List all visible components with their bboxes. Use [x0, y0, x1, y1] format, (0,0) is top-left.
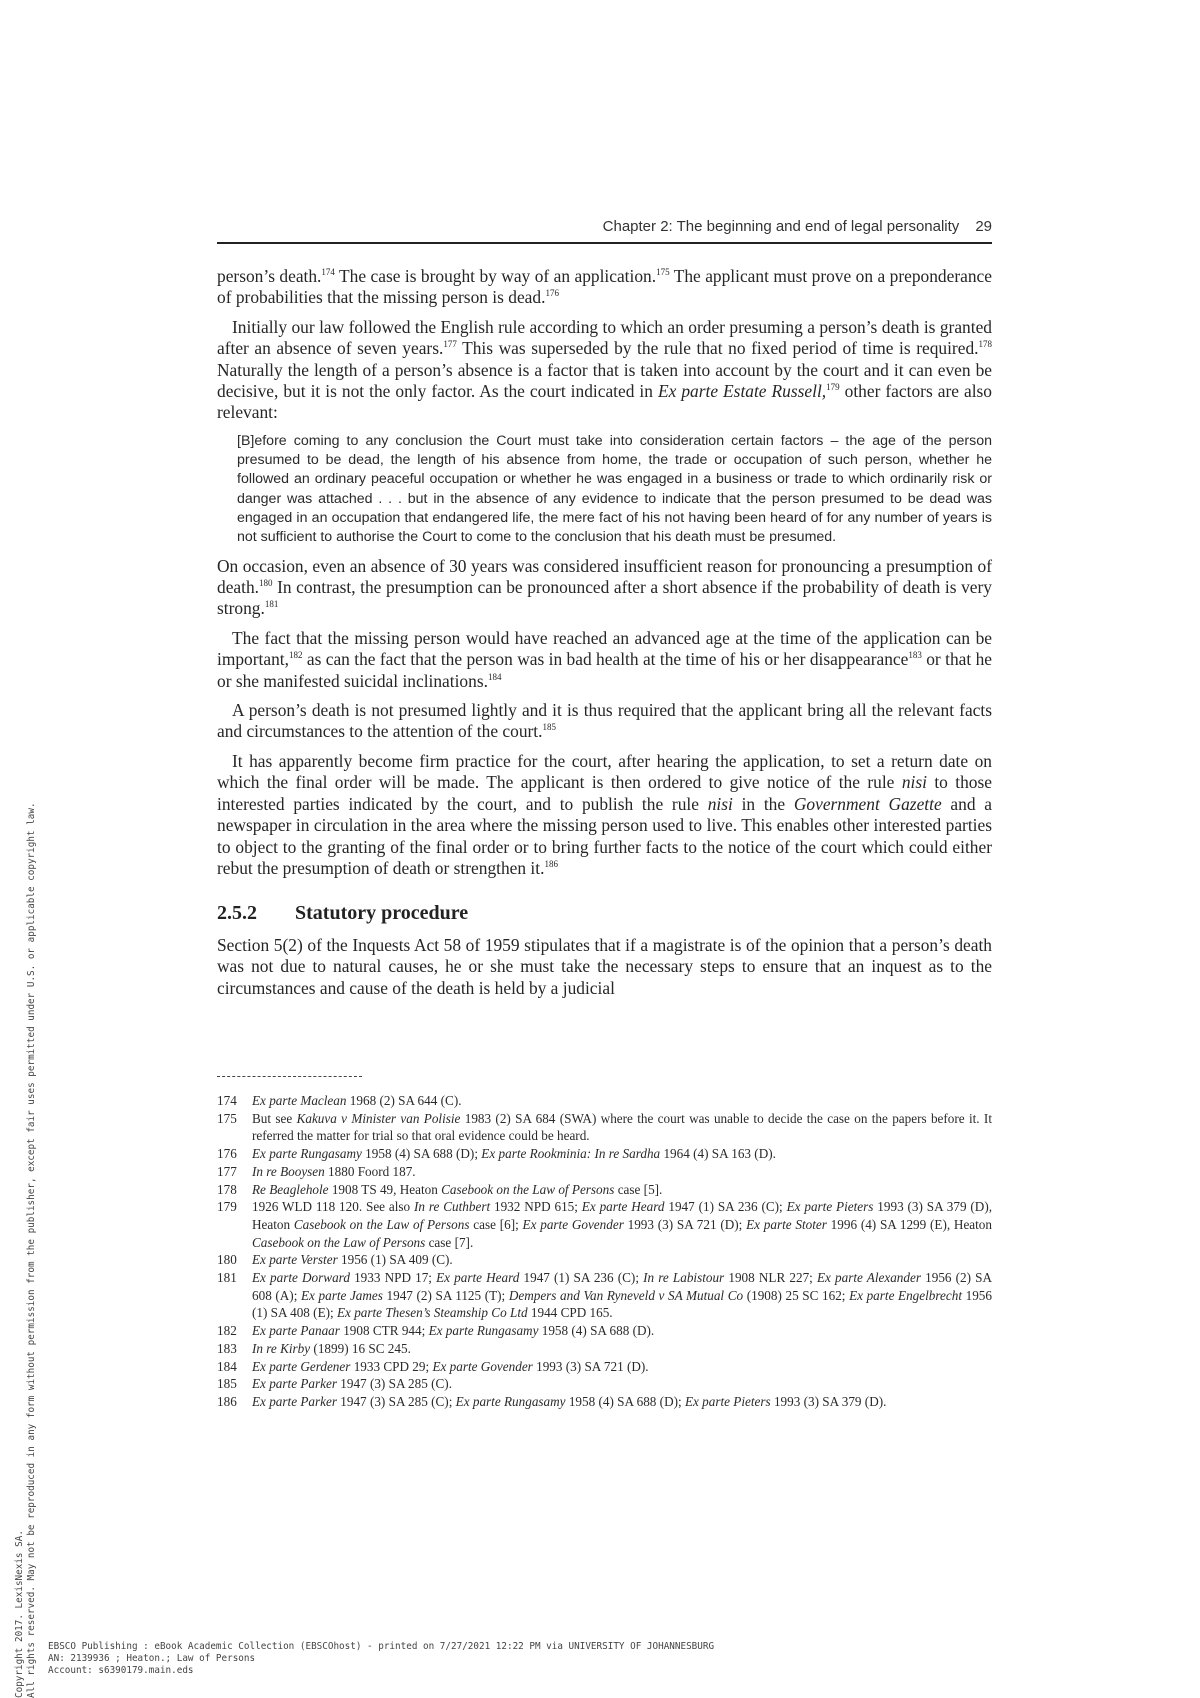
body-text — [217, 266, 992, 1007]
page-number: 29 — [975, 218, 992, 235]
footnote-ref: 179 — [826, 382, 840, 393]
footnote-number: 174 — [217, 1093, 237, 1108]
copyright-sidebar — [14, 802, 38, 1698]
footnote-number: 178 — [217, 1181, 237, 1197]
footnote-item: 181 Ex parte Dorward 1933 NPD 17; Ex parte Heard 1947 (1) SA 236 (C); In re Labistour 1908 NLR 227; Ex parte Alexander 1956 (2) SA 608 (A); Ex parte James 1947 (2) SA 1125 (T); Dempers and Van Ryneveld v SA Mutual Co (1908) 25 SC 162; Ex parte Engelbrecht 1956 (1) SA 408 (E); Ex parte Thesen’s Steamship Co Ltd 1944 CPD 165. — [217, 1270, 993, 1321]
footnote-item: 174 Ex parte Maclean 1968 (2) SA 644 (C). — [217, 1093, 462, 1108]
footer-line-1: EBSCO Publishing : eBook Academic Collection (EBSCOhost) - printed on 7/27/2021 12:22 PM via UNIVERSITY OF JOHANNESBURG — [48, 1641, 715, 1652]
footnote-item: 179 1926 WLD 118 120. See also In re Cuthbert 1932 NPD 615; Ex parte Heard 1947 (1) SA 236 (C); Ex parte Pieters 1993 (3) SA 379 (D), Heaton Casebook on the Law of Persons case [6]; Ex parte Govender 1993 (3) SA 721 (D); Ex parte Stoter 1996 (4) SA 1299 (E), Heaton Casebook on the Law of Persons case [7]. — [217, 1199, 993, 1250]
copyright-line-1: Copyright 2017. LexisNexis SA. — [14, 1530, 25, 1698]
paragraph-7: Section 5(2) of the Inquests Act 58 of 1959 stipulates that if a magistrate is of the opinion that a person’s death was not due to natural causes, he or she must take the necessary steps to ensure that an inquest as to the circumstances and cause of the death is held by a judicial — [217, 934, 992, 998]
footnote-item: 177 In re Booysen 1880 Foord 187. — [217, 1163, 416, 1179]
footnote-ref: 182 — [288, 650, 303, 661]
footnote-number: 176 — [217, 1146, 237, 1162]
footnote-item: 180 Ex parte Verster 1956 (1) SA 409 (C). — [217, 1252, 453, 1268]
footnote-ref: 184 — [487, 671, 502, 682]
footnote-separator — [217, 1076, 362, 1077]
paragraph-6: It has apparently become firm practice for the court, after hearing the application, to set a return date on which the final order will be made. The applicant is then ordered to give notice of the rule nisi to those interested parties indicated by the court, and to publish the rule nisi in the Government Gazette and a newspaper in circulation in the area where the missing person used to live. This enables other interested parties to object to the granting of the final order or to bring further facts to the notice of the court which could either rebut the presumption of death or strengthen it.$^{186}$ — [217, 750, 992, 878]
footnote-item: 186 Ex parte Parker 1947 (3) SA 285 (C); Ex parte Rungasamy 1958 (4) SA 688 (D); Ex parte Pieters 1993 (3) SA 379 (D). — [217, 1393, 887, 1409]
footnote-number: 181 — [217, 1270, 237, 1286]
paragraph-5: A person’s death is not presumed lightly and it is thus required that the applicant bring all the relevant facts and circumstances to the attention of the court.$^{185}$ — [217, 700, 992, 742]
footnote-number: 180 — [217, 1252, 237, 1268]
footnote-number: 182 — [217, 1323, 237, 1339]
footnote-item: 182 Ex parte Panaar 1908 CTR 944; Ex parte Rungasamy 1958 (4) SA 688 (D). — [217, 1323, 655, 1339]
footnote-item: 175 But see Kakuva v Minister van Polisie 1983 (2) SA 684 (SWA) where the court was unable to decide the case on the papers before it. It referred the matter for trial so that oral evidence could be heard. — [217, 1110, 992, 1144]
footnote-number: 183 — [217, 1340, 237, 1356]
footnote-number: 179 — [217, 1199, 237, 1215]
footnote-item: 178 Re Beaglehole 1908 TS 49, Heaton Casebook on the Law of Persons case [5]. — [217, 1181, 663, 1197]
print-footer — [48, 1641, 714, 1677]
section-number: 2.5.2 — [217, 902, 257, 925]
footnote-ref: 178 — [978, 339, 992, 350]
footnote-item: 183 In re Kirby (1899) 16 SC 245. — [217, 1340, 411, 1356]
block-quote: [B]efore coming to any conclusion the Court must take into consideration certain factors – the age of the person presumed to be dead, the length of his absence from home, the trade or occupation of such person, whether he followed an ordinary peaceful occupation or whether he was engaged in a business or trade to which ordinarily risk or danger was attached . . . but in the absence of any evidence to indicate that the person presumed to be dead was engaged in an occupation that endangered life, the mere fact of his not having been heard of for any number of years is not sufficient to authorise the Court to come to the conclusion that his death must be presumed. — [237, 432, 992, 546]
footnote-ref: 186 — [544, 858, 558, 869]
footnote-item: 176 Ex parte Rungasamy 1958 (4) SA 688 (D); Ex parte Rookminia: In re Sardha 1964 (4) SA 163 (D). — [217, 1146, 776, 1162]
paragraph-2: Initially our law followed the English rule according to which an order presuming a person’s death is granted after an absence of seven years.$^{177}$ This was superseded by the rule that no fixed period of time is required.$^{178}$ Naturally the length of a person’s absence is a factor that is taken into account by the court and it can even be decisive, but it is not the only factor. As the court indicated in Ex parte Estate Russell,$^{179}$ other factors are also relevant: — [217, 316, 992, 423]
footnote-number: 177 — [217, 1163, 237, 1179]
footnote-number: 186 — [217, 1393, 237, 1409]
footnote-number: 175 — [217, 1110, 237, 1126]
footnote-ref: 175 — [656, 267, 670, 277]
section-heading — [217, 903, 992, 924]
footnote-ref: 180 — [259, 578, 273, 589]
footnote-item: 184 Ex parte Gerdener 1933 CPD 29; Ex parte Govender 1993 (3) SA 721 (D). — [217, 1358, 649, 1374]
footer-line-3: Account: s6390179.main.eds — [48, 1665, 194, 1676]
paragraph-4: The fact that the missing person would have reached an advanced age at the time of the application can be important,$^{182}$ as can the fact that the person was in bad health at the time of his or her disappearance$^{183}$ or that he or she manifested suicidal inclinations.$^{184}$ — [217, 627, 992, 691]
footnote-ref: 185 — [542, 722, 556, 733]
footnote-number: 185 — [217, 1376, 237, 1392]
chapter-title: Chapter 2: The beginning and end of legal personality — [602, 218, 960, 235]
footnote-ref: 176 — [545, 288, 559, 299]
paragraph-3: On occasion, even an absence of 30 years was considered insufficient reason for pronouncing a presumption of death.$^{180}$ In contrast, the presumption can be pronounced after a short absence if the probability of death is very strong.$^{181}$ — [217, 555, 992, 619]
footnotes — [217, 1092, 992, 1411]
footnote-item: 185 Ex parte Parker 1947 (3) SA 285 (C). — [217, 1376, 452, 1392]
paragraph-1: person’s death.$^{174}$ The case is brought by way of an application.$^{175}$ The applicant must prove on a preponderance of probabilities that the missing person is dead.$^{176}$ — [217, 266, 992, 308]
case-name: Ex parte Estate Russell, — [657, 381, 827, 402]
footnote-number: 184 — [217, 1358, 237, 1374]
section-title: Statutory procedure — [295, 902, 469, 925]
footnote-ref: 177 — [443, 339, 457, 350]
footnote-ref: 183 — [908, 650, 922, 661]
running-header — [217, 218, 992, 244]
footnote-ref: 174 — [321, 267, 335, 277]
footer-line-2: AN: 2139936 ; Heaton.; Law of Persons — [48, 1653, 256, 1664]
copyright-line-2: All rights reserved. May not be reproduced in any form without permission from the publisher, except fair uses permitted under U.S. or applicable copyright law. — [26, 802, 37, 1698]
footnote-ref: 181 — [264, 599, 279, 610]
